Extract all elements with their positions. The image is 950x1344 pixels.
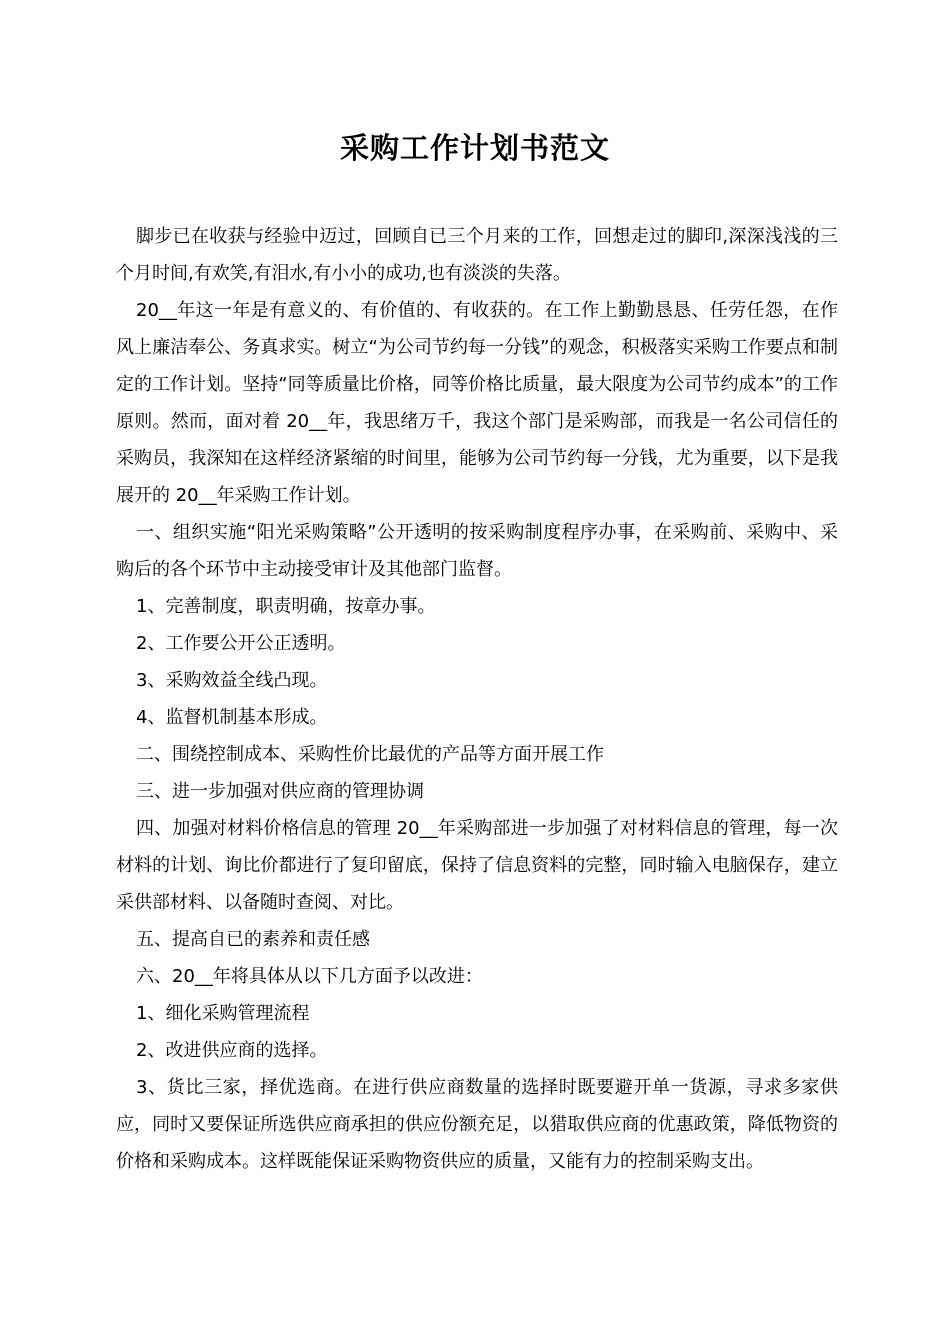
paragraph-item-6-1: 1、细化采购管理流程 [136,1003,310,1024]
paragraph-section-3: 三、进一步加强对供应商的管理协调 [136,781,424,802]
paragraph-item-1-3: 3、采购效益全线凸现。 [136,670,328,691]
paragraph-section-4: 四、加强对材料价格信息的管理 20__年采购部进一步加强了对材料信息的管理，每一次材料的计划、询比价都进行了复印留底，保持了信息资料的完整，同时输入电脑保存，建立采供部材料、以备随时查阅、对比。 [116,818,838,913]
paragraph-item-1-4: 4、监督机制基本形成。 [136,707,328,728]
document-title: 采购工作计划书范文 [339,131,610,165]
paragraph-item-1-2: 2、工作要公开公正透明。 [136,633,346,654]
document-body [116,218,838,1180]
paragraph-section-5: 五、提高自已的素养和责任感 [136,929,370,950]
paragraph-section-6: 六、20__年将具体从以下几方面予以改进： [136,966,483,987]
paragraph-item-6-3: 3、货比三家，择优选商。在进行供应商数量的选择时既要避开单一货源，寻求多家供应，同时又要保证所选供应商承担的供应份额充足，以猎取供应商的优惠政策，降低物资的价格和采购成本。这样既能保证采购物资供应的质量，又能有力的控制采购支出。 [116,1077,838,1172]
paragraph-year-summary: 20__年这一年是有意义的、有价值的、有收获的。在工作上勤勤恳恳、任劳任怨，在作风上廉洁奉公、务真求实。树立“为公司节约每一分钱”的观念，积极落实采购工作要点和制定的工作计划。坚持“同等质量比价格，同等价格比质量，最大限度为公司节约成本”的工作原则。然而，面对着 20__年，我思绪万千，我这个部门是采购部，而我是一名公司信任的采购员，我深知在这样经济紧缩的时间里，能够为公司节约每一分钱，尤为重要，以下是我展开的 20__年采购工作计划。 [116,300,838,506]
paragraph-section-1: 一、组织实施“阳光采购策略”公开透明的按采购制度程序办事，在采购前、采购中、采购后的各个环节中主动接受审计及其他部门监督。 [116,522,838,580]
paragraph-item-1-1: 1、完善制度，职责明确，按章办事。 [136,596,436,617]
paragraph-item-6-2: 2、改进供应商的选择。 [136,1040,328,1061]
paragraph-intro: 脚步已在收获与经验中迈过，回顾自已三个月来的工作，回想走过的脚印,深深浅浅的三个月时间,有欢笑,有泪水,有小小的成功,也有淡淡的失落。 [116,226,838,284]
paragraph-section-2: 二、围绕控制成本、采购性价比最优的产品等方面开展工作 [136,744,604,765]
